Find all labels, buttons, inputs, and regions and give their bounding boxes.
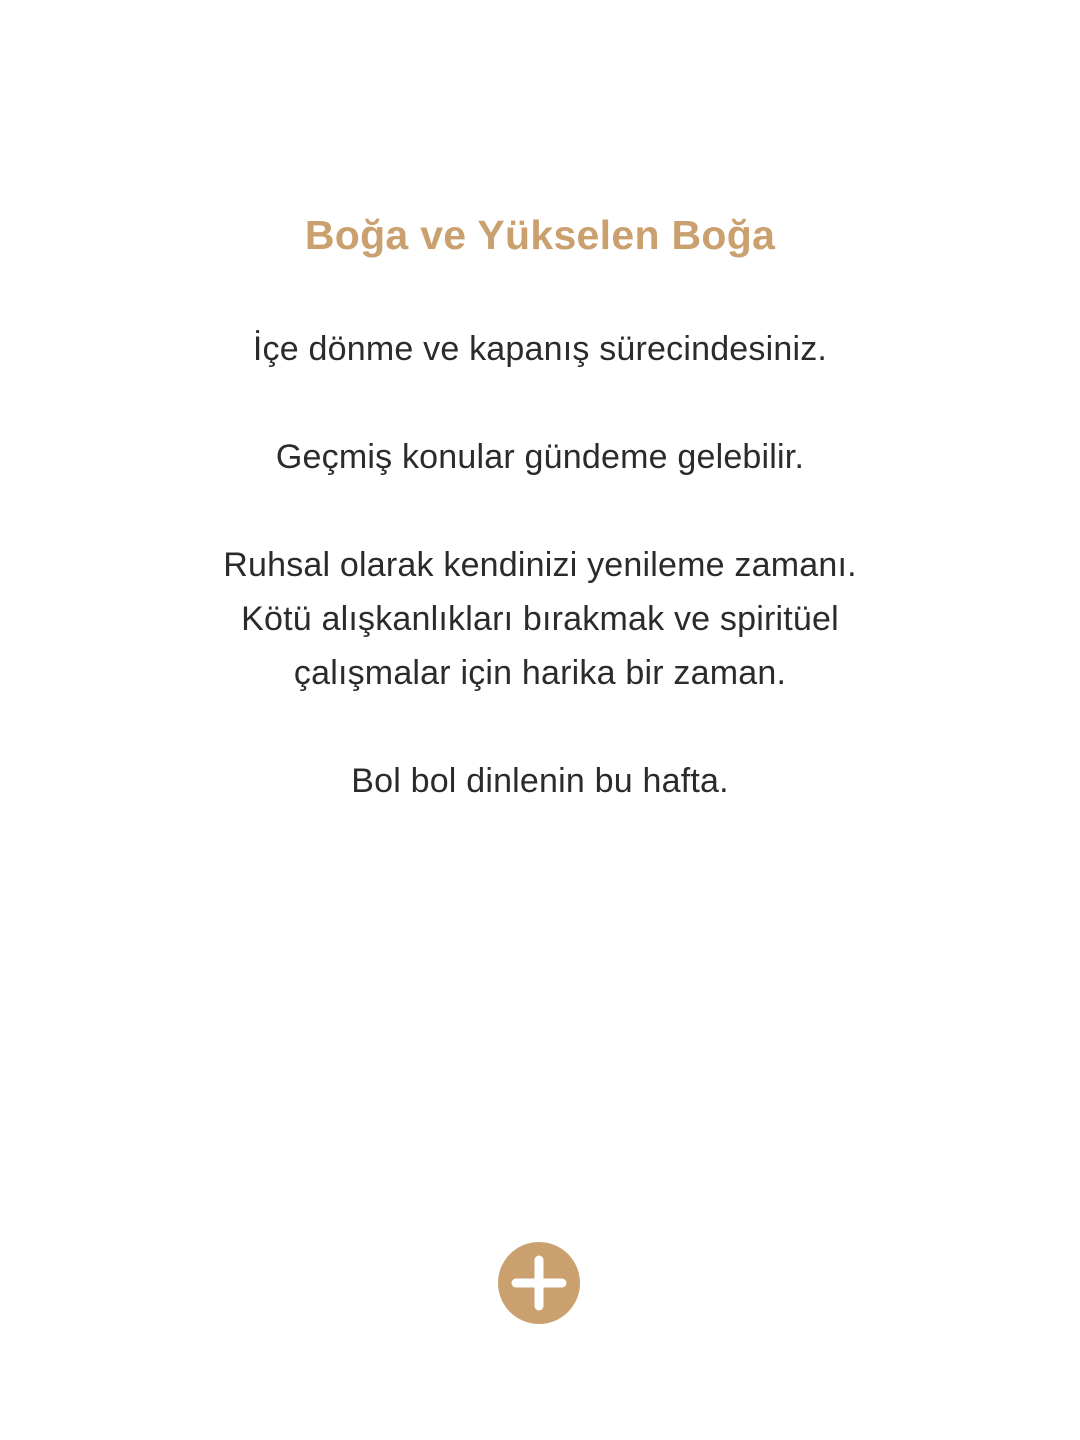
paragraph-1: İçe dönme ve kapanış sürecindesiniz. [252,330,828,368]
paragraph-3-line-2: Kötü alışkanlıkları bırakmak ve spiritüel [241,600,839,638]
paragraph-4: Bol bol dinlenin bu hafta. [351,762,729,800]
page-title: Boğa ve Yükselen Boğa [304,212,776,258]
paragraph-3-line-1: Ruhsal olarak kendinizi yenileme zamanı. [223,546,857,584]
paragraph-2: Geçmiş konular gündeme gelebilir. [275,438,805,476]
plus-button[interactable] [498,1242,580,1324]
plus-icon [498,1242,580,1324]
paragraph-3-line-3: çalışmalar için harika bir zaman. [293,654,787,692]
